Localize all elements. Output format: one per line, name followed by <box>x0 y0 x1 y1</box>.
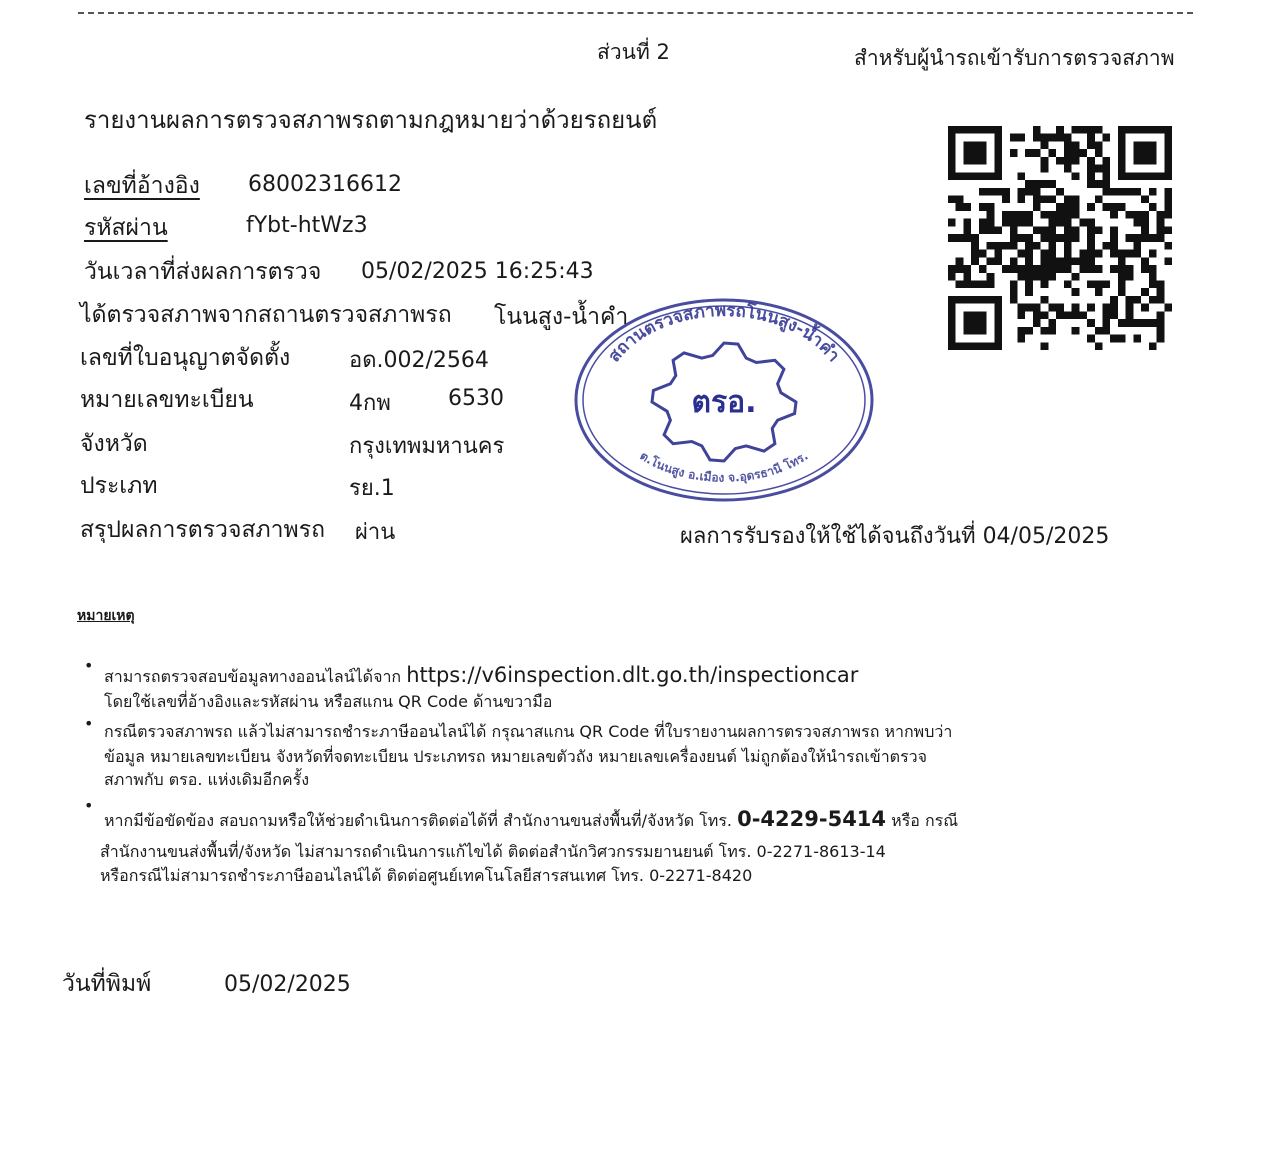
bullet-1: • <box>84 656 94 675</box>
type-value: รย.1 <box>349 476 395 501</box>
office-phone: 0-4229-5414 <box>737 807 887 831</box>
plate-number: 6530 <box>448 386 504 411</box>
passcode-value: fYbt-htWz3 <box>246 213 368 238</box>
reference-label: เลขที่อ้างอิง <box>84 173 200 199</box>
svg-text:สถานตรวจสภาพรถโนนสูง-น้ำคำ <box>604 301 843 366</box>
note-2-line-1: กรณีตรวจสภาพรถ แล้วไม่สามารถชำระภาษีออนไลน์ได้ กรุณาสแกน QR Code ที่ใบรายงานผลการตรวจสภาพรถ หากพบว่า <box>104 722 953 741</box>
print-date-value: 05/02/2025 <box>224 972 351 997</box>
station-label: ได้ตรวจสภาพจากสถานตรวจสภาพรถ <box>80 302 452 328</box>
license-value: อด.002/2564 <box>349 348 489 373</box>
note-3-line-2: สำนักงานขนส่งพื้นที่/จังหวัด ไม่สามารถดำเนินการแก้ไขได้ ติดต่อสำนักวิศวกรรมยานยนต์ โทร. 0-2271-8613-14 <box>100 842 886 861</box>
province-label: จังหวัด <box>80 431 148 457</box>
station-value: โนนสูง-น้ำคำ <box>494 304 629 330</box>
type-label: ประเภท <box>80 473 158 499</box>
result-value: ผ่าน <box>355 520 396 545</box>
note-1-line-1 <box>104 664 858 688</box>
plate-prefix: 4กพ <box>349 391 391 416</box>
result-label: สรุปผลการตรวจสภาพรถ <box>80 517 325 543</box>
plate-label: หมายเลขทะเบียน <box>80 387 254 413</box>
stamp-ring-bottom: ต.โนนสูง อ.เมือง จ.อุดรธานี โทร. <box>637 448 811 485</box>
stamp-ring-top: สถานตรวจสภาพรถโนนสูง-น้ำคำ <box>604 300 844 367</box>
note-3-line-1 <box>104 808 958 832</box>
qr-code-image[interactable] <box>948 126 1172 350</box>
note-3-text: หากมีข้อขัดข้อง สอบถามหรือให้ช่วยดำเนินการติดต่อได้ที่ สำนักงานขนส่งพื้นที่/จังหวัด โทร. <box>104 811 732 830</box>
official-stamp <box>568 290 880 506</box>
sent-time-value: 05/02/2025 16:25:43 <box>361 259 594 284</box>
section-audience: สำหรับผู้นำรถเข้ารับการตรวจสภาพ <box>854 46 1175 70</box>
notes-heading: หมายเหตุ <box>77 608 135 624</box>
stamp-center-text: ตรอ. <box>691 385 757 420</box>
province-value: กรุงเทพมหานคร <box>349 434 505 459</box>
passcode-label: รหัสผ่าน <box>84 215 168 241</box>
inspection-url-link[interactable]: https://v6inspection.dlt.go.th/inspectioncar <box>406 663 859 687</box>
note-3-text-b: หรือ กรณี <box>891 811 959 830</box>
report-title: รายงานผลการตรวจสภาพรถตามกฎหมายว่าด้วยรถยนต์ <box>84 106 658 134</box>
license-label: เลขที่ใบอนุญาตจัดตั้ง <box>80 345 291 371</box>
note-2-line-2: ข้อมูล หมายเลขทะเบียน จังหวัดที่จดทะเบียน ประเภทรถ หมายเลขตัวถัง หมายเลขเครื่องยนต์ ไม่ถูกต้องให้นำรถเข้าตรวจ <box>104 747 928 766</box>
valid-until: ผลการรับรองให้ใช้ได้จนถึงวันที่ 04/05/2025 <box>680 524 1110 549</box>
print-date-label: วันที่พิมพ์ <box>62 971 152 997</box>
section-part: ส่วนที่ 2 <box>597 40 670 64</box>
note-2-line-3: สภาพกับ ตรอ. แห่งเดิมอีกครั้ง <box>104 770 310 789</box>
sent-time-label: วันเวลาที่ส่งผลการตรวจ <box>84 259 322 285</box>
reference-value: 68002316612 <box>248 172 402 197</box>
note-1-line-2: โดยใช้เลขที่อ้างอิงและรหัสผ่าน หรือสแกน QR Code ด้านขวามือ <box>104 692 553 711</box>
note-3-line-3: หรือกรณีไม่สามารถชำระภาษีออนไลน์ได้ ติดต่อศูนย์เทคโนโลยีสารสนเทศ โทร. 0-2271-8420 <box>100 866 753 885</box>
bullet-2: • <box>84 714 94 733</box>
note-1-text: สามารถตรวจสอบข้อมูลทางออนไลน์ได้จาก <box>104 667 402 686</box>
top-dashed-rule <box>78 12 1193 14</box>
bullet-3: • <box>84 796 94 815</box>
svg-text:ต.โนนสูง อ.เมือง จ.อุดรธานี โท <box>637 449 810 485</box>
